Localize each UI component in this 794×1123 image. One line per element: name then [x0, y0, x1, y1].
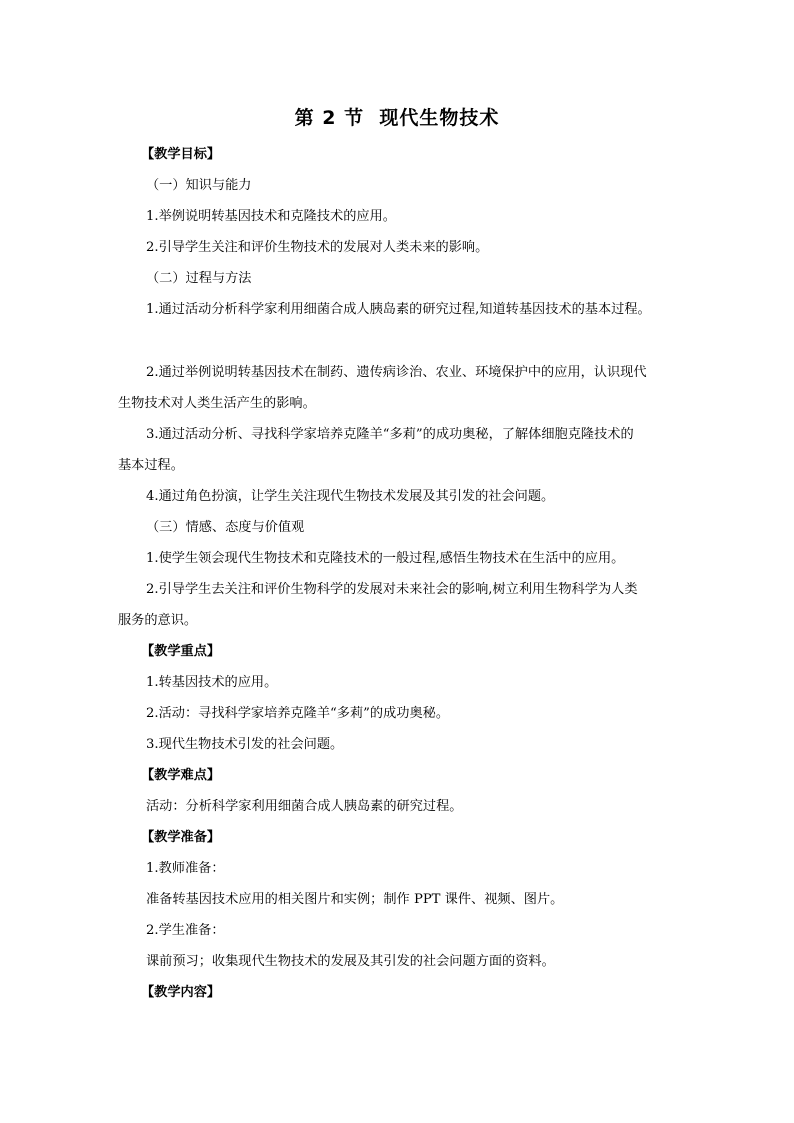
section-heading-difficulties: 【教学难点】 [141, 768, 221, 783]
list-item-continuation: 服务的意识。 [118, 613, 198, 628]
list-item: 2.引导学生去关注和评价生物科学的发展对未来社会的影响,树立利用生物科学为人类 [146, 582, 638, 597]
list-item: 2.引导学生关注和评价生物技术的发展对人类未来的影响。 [146, 240, 489, 255]
subheading-knowledge: （一）知识与能力 [146, 178, 252, 193]
list-item: 3.通过活动分析、寻找科学家培养克隆羊“多莉”的成功奥秘，了解体细胞克隆技术的 [146, 427, 634, 442]
list-item: 1.教师准备： [146, 861, 225, 876]
section-heading-preparation: 【教学准备】 [141, 830, 221, 845]
subheading-process: （二）过程与方法 [146, 271, 252, 286]
list-item: 1.通过活动分析科学家利用细菌合成人胰岛素的研究过程,知道转基因技术的基本过程。 [146, 302, 651, 317]
list-item: 2.通过举例说明转基因技术在制药、遗传病诊治、农业、环境保护中的应用，认识现代 [146, 365, 647, 380]
paragraph: 准备转基因技术应用的相关图片和实例；制作 PPT 课件、视频、图片。 [146, 892, 564, 907]
list-item: 1.使学生领会现代生物技术和克隆技术的一般过程,感悟生物技术在生活中的应用。 [146, 551, 625, 566]
section-heading-objectives: 【教学目标】 [141, 147, 221, 162]
section-heading-content: 【教学内容】 [141, 985, 221, 1000]
list-item: 2.活动：寻找科学家培养克隆羊“多莉”的成功奥秘。 [146, 706, 450, 721]
list-item: 2.学生准备： [146, 923, 225, 938]
list-item-continuation: 生物技术对人类生活产生的影响。 [118, 396, 316, 411]
paragraph: 活动：分析科学家利用细菌合成人胰岛素的研究过程。 [146, 799, 463, 814]
list-item: 3.现代生物技术引发的社会问题。 [146, 737, 344, 752]
subheading-attitude: （三）情感、态度与价值观 [146, 520, 305, 535]
list-item: 1.举例说明转基因技术和克隆技术的应用。 [146, 209, 396, 224]
list-item: 1.转基因技术的应用。 [146, 675, 278, 690]
list-item-continuation: 基本过程。 [118, 458, 184, 473]
list-item: 4.通过角色扮演，让学生关注现代生物技术发展及其引发的社会问题。 [146, 489, 555, 504]
page-title: 第 2 节 现代生物技术 [294, 107, 500, 129]
section-heading-key-points: 【教学重点】 [141, 644, 221, 659]
paragraph: 课前预习；收集现代生物技术的发展及其引发的社会问题方面的资料。 [146, 954, 555, 969]
